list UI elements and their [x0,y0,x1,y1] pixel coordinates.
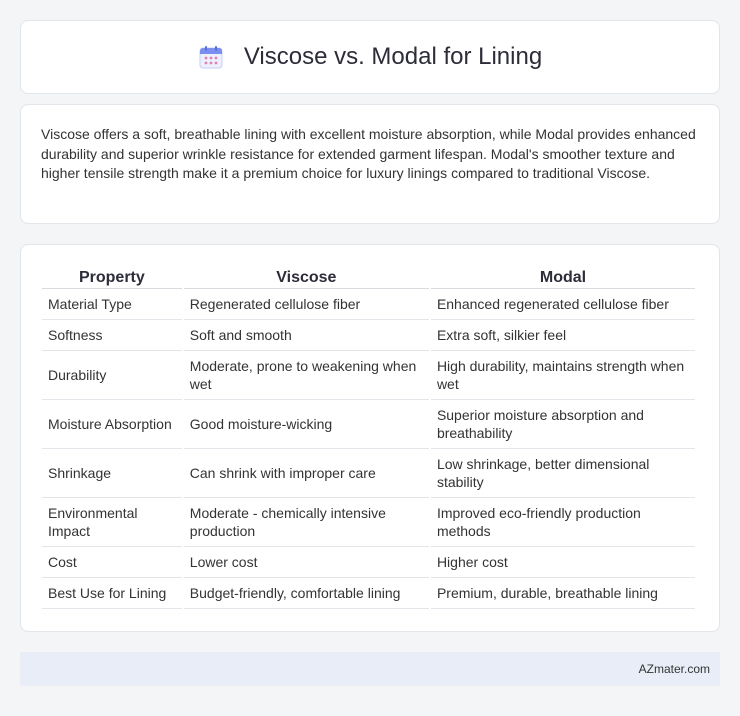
modal-cell: Improved eco-friendly production methods [431,498,695,547]
comparison-table [40,267,697,609]
modal-cell: Extra soft, silkier feel [431,320,695,351]
viscose-cell: Budget-friendly, comfortable lining [184,578,429,609]
viscose-cell: Moderate - chemically intensive production [184,498,429,547]
property-cell: Softness [42,320,182,351]
title-card [20,20,720,94]
modal-cell: Enhanced regenerated cellulose fiber [431,289,695,320]
property-cell: Environmental Impact [42,498,182,547]
property-cell: Shrinkage [42,449,182,498]
modal-cell: Superior moisture absorption and breathability [431,400,695,449]
comparison-table-card [20,244,720,632]
table-row [42,400,695,449]
property-cell: Material Type [42,289,182,320]
property-cell: Moisture Absorption [42,400,182,449]
viscose-cell: Lower cost [184,547,429,578]
table-row [42,351,695,400]
table-row [42,578,695,609]
property-cell: Cost [42,547,182,578]
table-row [42,289,695,320]
footer-brand: AZmater.com [638,662,710,676]
summary-text: Viscose offers a soft, breathable lining with excellent moisture absorption, while Modal provides enhanced durability and superior wrinkle resistance for extended garment lifespan. Modal's smoother texture and higher tensile strength make it a premium choice for luxury linings compared to traditional Viscose. [41,126,696,181]
table-header-row [42,267,695,289]
summary-card [20,104,720,224]
viscose-cell: Regenerated cellulose fiber [184,289,429,320]
table-row [42,449,695,498]
table-row [42,547,695,578]
viscose-cell: Good moisture-wicking [184,400,429,449]
viscose-cell: Soft and smooth [184,320,429,351]
header-viscose: Viscose [184,267,429,289]
property-cell: Best Use for Lining [42,578,182,609]
viscose-cell: Can shrink with improper care [184,449,429,498]
modal-cell: Higher cost [431,547,695,578]
property-cell: Durability [42,351,182,400]
modal-cell: High durability, maintains strength when wet [431,351,695,400]
table-row [42,320,695,351]
header-property: Property [42,267,182,289]
modal-cell: Premium, durable, breathable lining [431,578,695,609]
footer [20,652,720,686]
header-modal: Modal [431,267,695,289]
modal-cell: Low shrinkage, better dimensional stability [431,449,695,498]
page-title: Viscose vs. Modal for Lining [243,43,543,70]
calendar-icon [198,44,224,70]
table-row [42,498,695,547]
viscose-cell: Moderate, prone to weakening when wet [184,351,429,400]
